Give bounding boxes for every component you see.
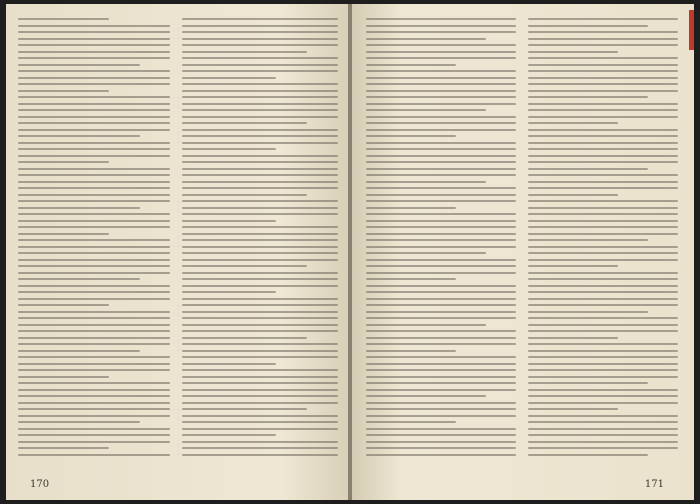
text-line: [18, 148, 170, 150]
text-line: [366, 259, 516, 261]
text-line: [18, 421, 140, 423]
text-line: [18, 408, 170, 410]
text-line: [182, 415, 338, 417]
text-line: [528, 174, 678, 176]
text-line: [18, 200, 170, 202]
text-line: [182, 25, 338, 27]
text-line: [528, 31, 678, 33]
text-line: [18, 70, 170, 72]
text-line: [528, 148, 678, 150]
text-line: [366, 83, 516, 85]
text-line: [182, 18, 338, 20]
text-line: [528, 44, 678, 46]
text-line: [528, 168, 648, 170]
text-line: [366, 233, 516, 235]
text-line: [366, 155, 516, 157]
text-line: [18, 64, 140, 66]
text-line: [528, 278, 678, 280]
text-line: [18, 239, 170, 241]
text-line: [18, 31, 170, 33]
text-line: [366, 454, 516, 456]
text-line: [366, 265, 516, 267]
left-column-2: [182, 18, 338, 466]
text-line: [528, 161, 678, 163]
text-line: [18, 395, 170, 397]
right-column-1: [366, 18, 516, 466]
text-line: [366, 363, 516, 365]
text-line: [528, 337, 618, 339]
text-line: [528, 447, 678, 449]
text-line: [182, 57, 338, 59]
text-line: [18, 330, 170, 332]
text-line: [528, 96, 648, 98]
left-page-number: 170: [30, 479, 50, 490]
text-line: [366, 356, 516, 358]
text-line: [18, 285, 170, 287]
text-line: [528, 356, 678, 358]
text-line: [366, 77, 516, 79]
text-line: [182, 454, 338, 456]
text-line: [528, 272, 678, 274]
text-line: [182, 96, 338, 98]
right-column-2: [528, 18, 678, 466]
text-line: [366, 291, 516, 293]
text-line: [366, 330, 516, 332]
text-line: [18, 337, 170, 339]
text-line: [366, 161, 516, 163]
text-line: [18, 428, 170, 430]
text-line: [182, 239, 338, 241]
text-line: [182, 428, 338, 430]
text-line: [182, 226, 338, 228]
text-line: [366, 64, 456, 66]
text-line: [528, 369, 678, 371]
text-line: [18, 363, 170, 365]
text-line: [18, 38, 170, 40]
text-line: [528, 421, 678, 423]
text-line: [182, 376, 338, 378]
text-line: [528, 428, 678, 430]
text-line: [528, 18, 678, 20]
text-line: [182, 285, 338, 287]
text-line: [18, 168, 170, 170]
text-line: [366, 38, 486, 40]
text-line: [366, 304, 516, 306]
text-line: [528, 233, 678, 235]
text-line: [18, 103, 170, 105]
text-line: [528, 103, 678, 105]
text-line: [18, 220, 170, 222]
text-line: [528, 109, 678, 111]
text-line: [366, 272, 516, 274]
text-line: [366, 187, 516, 189]
text-line: [528, 304, 678, 306]
text-line: [528, 213, 678, 215]
text-line: [182, 129, 338, 131]
text-line: [528, 155, 678, 157]
text-line: [182, 369, 338, 371]
text-line: [18, 44, 170, 46]
text-line: [366, 135, 456, 137]
text-line: [18, 291, 170, 293]
text-line: [366, 369, 516, 371]
text-line: [18, 350, 140, 352]
right-page: [352, 4, 694, 500]
text-line: [528, 77, 678, 79]
text-line: [528, 220, 678, 222]
text-line: [366, 408, 516, 410]
text-line: [528, 311, 648, 313]
text-line: [18, 90, 109, 92]
text-line: [366, 415, 516, 417]
text-line: [18, 135, 140, 137]
text-line: [366, 200, 516, 202]
right-page-number: 171: [644, 479, 664, 490]
text-line: [366, 239, 516, 241]
text-line: [528, 415, 678, 417]
text-line: [18, 402, 170, 404]
text-line: [18, 441, 170, 443]
text-line: [528, 122, 618, 124]
text-line: [182, 304, 338, 306]
text-line: [366, 324, 486, 326]
text-line: [18, 122, 170, 124]
text-line: [182, 200, 338, 202]
text-line: [366, 70, 516, 72]
text-line: [528, 51, 618, 53]
text-line: [182, 142, 338, 144]
text-line: [366, 350, 456, 352]
text-line: [182, 382, 338, 384]
text-line: [528, 135, 678, 137]
text-line: [18, 311, 170, 313]
text-line: [182, 161, 338, 163]
text-line: [18, 213, 170, 215]
text-line: [528, 454, 648, 456]
text-line: [182, 441, 338, 443]
text-line: [366, 226, 516, 228]
text-line: [18, 77, 170, 79]
text-line: [366, 285, 516, 287]
text-line: [528, 142, 678, 144]
text-line: [182, 77, 276, 79]
text-line: [528, 265, 618, 267]
text-line: [366, 194, 516, 196]
text-line: [18, 272, 170, 274]
text-line: [528, 259, 678, 261]
text-line: [18, 252, 170, 254]
text-line: [528, 330, 678, 332]
text-line: [366, 213, 516, 215]
text-line: [528, 291, 678, 293]
text-line: [182, 31, 338, 33]
text-line: [18, 259, 170, 261]
text-line: [18, 454, 170, 456]
text-line: [366, 51, 516, 53]
text-line: [528, 343, 678, 345]
text-line: [366, 44, 516, 46]
text-line: [366, 90, 516, 92]
text-line: [528, 239, 648, 241]
text-line: [182, 51, 307, 53]
text-line: [182, 135, 338, 137]
text-line: [18, 174, 170, 176]
text-line: [528, 402, 678, 404]
text-line: [366, 376, 516, 378]
text-line: [18, 194, 170, 196]
text-line: [528, 350, 678, 352]
text-line: [18, 116, 170, 118]
text-line: [528, 434, 678, 436]
text-line: [18, 317, 170, 319]
text-line: [528, 187, 678, 189]
text-line: [18, 51, 170, 53]
text-line: [528, 376, 678, 378]
text-line: [182, 122, 307, 124]
text-line: [366, 129, 516, 131]
text-line: [366, 122, 516, 124]
text-line: [528, 25, 648, 27]
text-line: [18, 233, 109, 235]
text-line: [528, 324, 678, 326]
text-line: [182, 70, 338, 72]
text-line: [18, 207, 140, 209]
text-line: [528, 363, 678, 365]
bookmark-tab: [689, 10, 694, 50]
text-line: [182, 44, 338, 46]
text-line: [182, 213, 338, 215]
text-line: [366, 402, 516, 404]
text-line: [18, 142, 170, 144]
text-line: [182, 207, 338, 209]
text-line: [182, 109, 338, 111]
text-line: [182, 83, 338, 85]
text-line: [528, 129, 678, 131]
text-line: [366, 428, 516, 430]
text-line: [528, 395, 678, 397]
text-line: [18, 181, 170, 183]
text-line: [366, 382, 516, 384]
text-line: [182, 350, 338, 352]
text-line: [182, 174, 338, 176]
text-line: [18, 278, 140, 280]
text-line: [528, 408, 618, 410]
text-line: [18, 25, 170, 27]
text-line: [366, 57, 516, 59]
text-line: [18, 83, 170, 85]
text-line: [18, 304, 109, 306]
text-line: [366, 103, 516, 105]
text-line: [182, 148, 276, 150]
text-line: [366, 18, 516, 20]
text-line: [18, 376, 109, 378]
text-line: [528, 194, 618, 196]
text-line: [528, 226, 678, 228]
text-line: [366, 343, 516, 345]
text-line: [182, 356, 338, 358]
text-line: [528, 90, 678, 92]
text-line: [366, 421, 456, 423]
text-line: [182, 252, 338, 254]
text-line: [18, 415, 170, 417]
text-line: [182, 317, 338, 319]
text-line: [18, 155, 170, 157]
text-line: [366, 447, 516, 449]
text-line: [182, 291, 276, 293]
text-line: [366, 317, 516, 319]
text-line: [366, 207, 456, 209]
text-line: [18, 161, 109, 163]
text-line: [366, 96, 516, 98]
text-line: [182, 447, 338, 449]
text-line: [528, 246, 678, 248]
text-line: [528, 64, 678, 66]
text-line: [366, 142, 516, 144]
text-line: [528, 38, 678, 40]
text-line: [18, 246, 170, 248]
text-line: [366, 298, 516, 300]
text-line: [528, 70, 678, 72]
text-line: [182, 343, 338, 345]
text-line: [18, 109, 170, 111]
text-line: [528, 200, 678, 202]
text-line: [182, 395, 338, 397]
text-line: [182, 90, 338, 92]
text-line: [182, 181, 338, 183]
text-line: [18, 57, 170, 59]
text-line: [182, 434, 276, 436]
text-line: [366, 31, 516, 33]
text-line: [182, 363, 276, 365]
text-line: [366, 278, 456, 280]
text-line: [18, 18, 109, 20]
text-line: [366, 441, 516, 443]
text-line: [528, 116, 678, 118]
text-line: [366, 181, 486, 183]
text-line: [182, 311, 338, 313]
text-line: [182, 64, 338, 66]
text-line: [182, 272, 338, 274]
text-line: [366, 337, 516, 339]
text-line: [182, 220, 276, 222]
text-line: [182, 194, 307, 196]
text-line: [528, 441, 678, 443]
text-line: [528, 181, 678, 183]
text-line: [366, 395, 486, 397]
text-line: [366, 246, 516, 248]
text-line: [366, 174, 516, 176]
text-line: [528, 298, 678, 300]
text-line: [182, 187, 338, 189]
text-line: [18, 324, 170, 326]
text-line: [366, 220, 516, 222]
text-line: [366, 311, 516, 313]
text-line: [18, 434, 170, 436]
text-line: [182, 265, 307, 267]
text-line: [18, 96, 170, 98]
left-column-1: [18, 18, 170, 466]
text-line: [18, 298, 170, 300]
text-line: [182, 389, 338, 391]
text-line: [528, 252, 678, 254]
text-line: [18, 382, 170, 384]
text-line: [18, 187, 170, 189]
left-page: [6, 4, 350, 500]
text-line: [18, 129, 170, 131]
text-line: [182, 168, 338, 170]
text-line: [366, 252, 486, 254]
text-line: [366, 148, 516, 150]
text-line: [182, 259, 338, 261]
text-line: [182, 155, 338, 157]
text-line: [18, 226, 170, 228]
text-line: [182, 330, 338, 332]
text-line: [182, 324, 338, 326]
text-line: [18, 343, 170, 345]
text-line: [182, 421, 338, 423]
text-line: [182, 233, 338, 235]
text-line: [528, 207, 678, 209]
text-line: [366, 25, 516, 27]
text-line: [182, 103, 338, 105]
text-line: [182, 278, 338, 280]
text-line: [366, 389, 516, 391]
text-line: [182, 246, 338, 248]
text-line: [366, 434, 516, 436]
text-line: [528, 317, 678, 319]
text-line: [182, 402, 338, 404]
text-line: [182, 38, 338, 40]
text-line: [528, 389, 678, 391]
text-line: [182, 116, 338, 118]
text-line: [182, 298, 338, 300]
text-line: [528, 285, 678, 287]
text-line: [366, 116, 516, 118]
text-line: [18, 369, 170, 371]
text-line: [18, 356, 170, 358]
text-line: [18, 265, 170, 267]
text-line: [528, 83, 678, 85]
text-line: [528, 382, 648, 384]
text-line: [18, 389, 170, 391]
text-line: [182, 337, 307, 339]
text-line: [366, 168, 516, 170]
text-line: [18, 447, 109, 449]
text-line: [528, 57, 678, 59]
text-line: [366, 109, 486, 111]
text-line: [182, 408, 307, 410]
